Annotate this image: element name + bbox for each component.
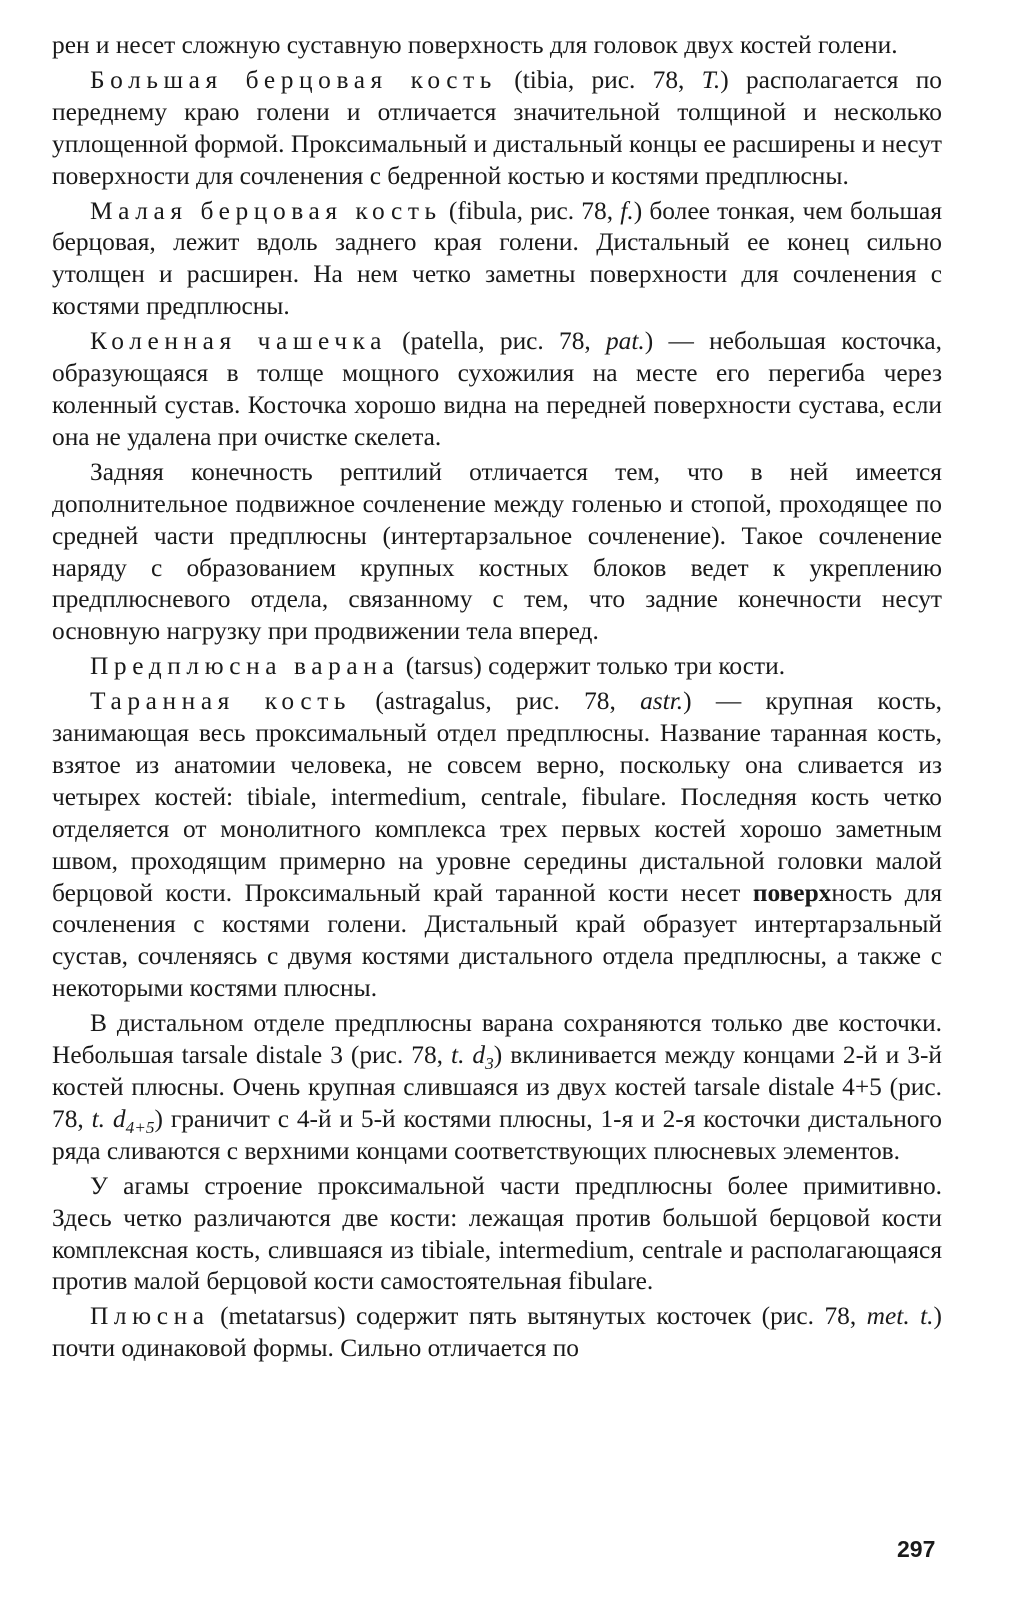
figure-reference: f. xyxy=(620,196,634,225)
page-body xyxy=(52,30,942,1365)
paragraph-metatarsus xyxy=(52,1301,942,1365)
paragraph-text: (patella, рис. 78, xyxy=(386,327,606,356)
paragraph-text: (metatarsus) содержит пять вытянутых косточек (рис. 78, xyxy=(209,1302,867,1331)
figure-reference: met. t. xyxy=(866,1302,934,1331)
bold-fragment: поверх xyxy=(752,878,832,907)
paragraph-text: ) граничит с 4-й и 5-й костями плюсны, 1-я и 2-я косточки дистального ряда сливаются с верхними концами соответствующих плюсневых элементов. xyxy=(52,1104,942,1165)
term-tarsus: Предплюсна варана xyxy=(90,652,400,681)
figure-reference: astr. xyxy=(640,687,684,716)
figure-reference: T. xyxy=(701,65,721,94)
figure-reference xyxy=(451,1041,494,1074)
figure-reference: pat. xyxy=(605,327,645,356)
paragraph-tibia xyxy=(52,65,942,193)
paragraph-text: ность для сочленения с костями голени. Дистальный край образует интертарзальный сустав, сочленяясь с двумя костями дистального отдела предплюсны, а также с некоторыми костями плюсны. xyxy=(52,878,942,1003)
term-astragalus: Таранная кость xyxy=(90,687,352,716)
paragraph-text: (tarsus) содержит только три кости. xyxy=(399,652,786,681)
term-fibula: Малая берцовая кость xyxy=(90,196,442,225)
paragraph-agama xyxy=(52,1171,942,1299)
paragraph-text: ) — крупная кость, занимающая весь проксимальный отдел предплюсны. Название таранная кость, взятое из анатомии человека, не совсем верно, поскольку она сливается из четырех костей: tibiale, intermedium, centrale, fibulare. Последняя кость четко отделяется от монолитного комплекса трех первых костей хорошо заметным швом, проходящим примерно на уровне середины дистальной головки малой берцовой кости. Проксимальный край таранной кости несет xyxy=(52,687,942,907)
term-patella: Коленная чашечка xyxy=(90,327,387,356)
paragraph-hindlimb xyxy=(52,457,942,648)
paragraph-text: ) — небольшая косточка, образующаяся в толще мощного сухожилия на месте его перегиба через коленный сустав. Косточка хорошо видна на передней поверхности сустава, если она не удалена при очистке скелета. xyxy=(52,327,942,451)
term-metatarsus: Плюсна xyxy=(90,1302,210,1331)
page-number: 297 xyxy=(897,1536,936,1562)
paragraph-text: ) располагается по переднему краю голени и отличается значительной толщиной и несколько уплощенной формой. Проксимальный и дистальный концы ее расширены и несут поверхности для сочленения с бедренной костью и костями предплюсны. xyxy=(52,65,942,190)
figure-reference-text: t. d xyxy=(451,1041,486,1070)
paragraph-text: ) более тонкая, чем большая берцовая, лежит вдоль заднего края голени. Дистальный ее конец сильно утолщен и расширен. На нем четко заметны поверхности для сочленения с костями предплюсны. xyxy=(52,196,942,321)
paragraph-astragalus xyxy=(52,686,942,1005)
paragraph-text: В дистальном отделе предплюсны варана сохраняются только две косточки. Небольшая tarsale distale 3 (рис. 78, xyxy=(52,1009,942,1070)
paragraph-distal-tarsals xyxy=(52,1008,942,1168)
paragraph-text: (tibia, рис. 78, xyxy=(496,65,702,94)
paragraph-text: ) вклинивается между концами 2-й и 3-й костей плюсны. Очень крупная слившаяся из двух костей tarsale distale 4+5 (рис. 78, xyxy=(52,1041,942,1133)
paragraph-text: (fibula, рис. 78, xyxy=(441,196,621,225)
figure-reference-subscript: 3 xyxy=(485,1054,494,1074)
paragraph-text: Задняя конечность рептилий отличается тем, что в ней имеется дополнительное подвижное сочленение между голенью и стопой, проходящее по средней части предплюсны (интертарзальное сочленение). Такое сочленение наряду с образованием крупных костных блоков ведет к укреплению предплюсневого отдела, связанному с тем, что задние конечности несут основную нагрузку при продвижении тела вперед. xyxy=(52,457,942,646)
paragraph-text: рен и несет сложную суставную поверхность для головок двух костей голени. xyxy=(52,31,898,59)
paragraph-text: У агамы строение проксимальной части предплюсны более примитивно. Здесь четко различаются две кости: лежащая против большой берцовой кости комплексная кость, слившаяся из tibiale, intermedium, centrale и располагающаяся против малой берцовой кости самостоятельная fibulare. xyxy=(52,1171,942,1296)
paragraph-text: (astragalus, рис. 78, xyxy=(351,687,641,716)
paragraph-fibula xyxy=(52,196,942,324)
paragraph-text: ) почти одинаковой формы. Сильно отличается по xyxy=(52,1302,942,1363)
paragraph-tarsus xyxy=(52,651,942,683)
figure-reference-subscript: 4+5 xyxy=(125,1117,155,1137)
paragraph-patella xyxy=(52,326,942,454)
term-tibia: Большая берцовая кость xyxy=(90,65,497,94)
figure-reference-text: t. d xyxy=(91,1104,126,1133)
figure-reference xyxy=(91,1104,155,1137)
paragraph-continuation xyxy=(52,30,942,62)
